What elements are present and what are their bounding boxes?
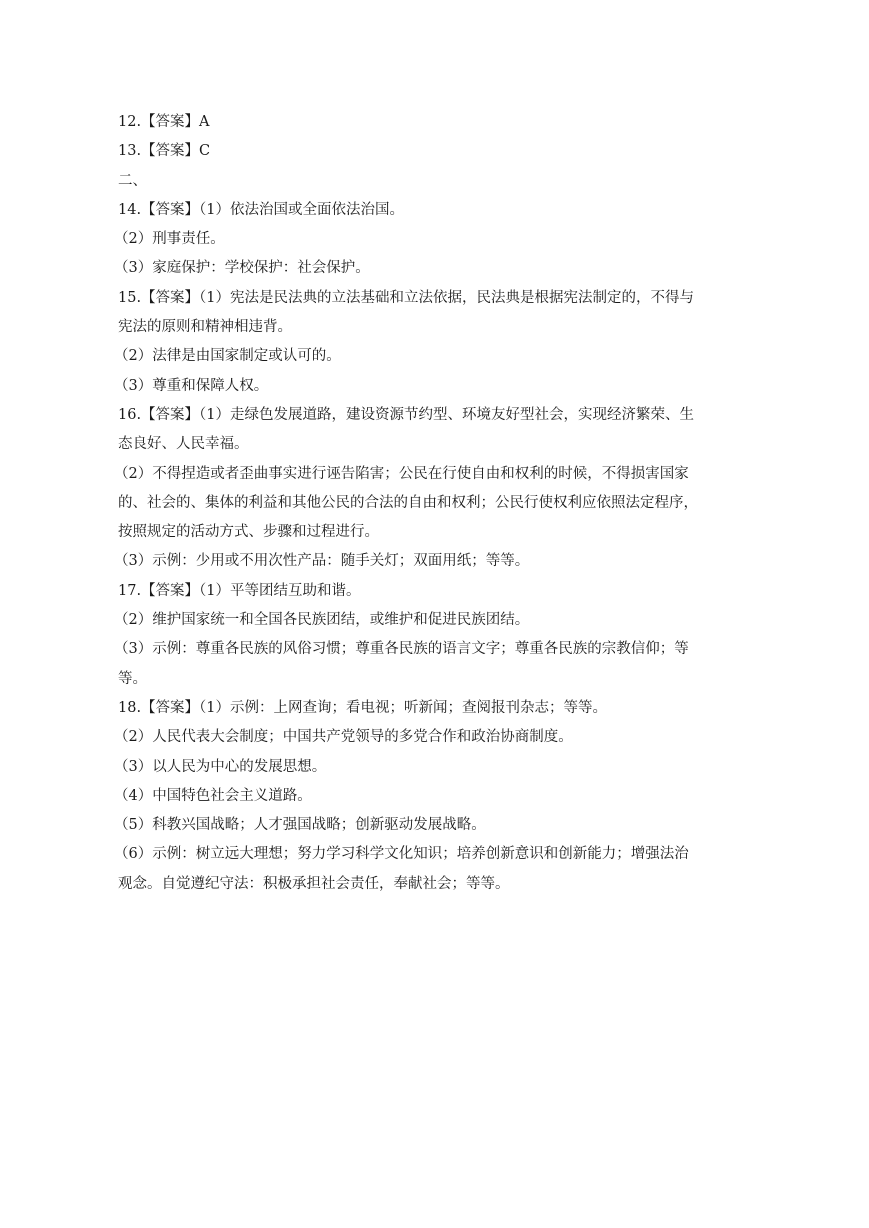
answer-17-part-3-line-2: 等。 <box>118 670 147 687</box>
answer-16-part-1-line-2: 态良好、人民幸福。 <box>118 436 249 453</box>
answer-16-part-1-line-1: 16.【答案】（1）走绿色发展道路，建设资源节约型、环境友好型社会，实现经济繁荣、生 <box>118 406 695 423</box>
answer-15-part-1-line-1: 15.【答案】（1）宪法是民法典的立法基础和立法依据，民法典是根据宪法制定的，不得与 <box>118 289 695 306</box>
answer-13: 13.【答案】C <box>118 143 211 160</box>
answer-18-part-6-line-2: 观念。自觉遵纪守法：积极承担社会责任，奉献社会；等等。 <box>118 875 510 892</box>
answer-15-part-3: （3）尊重和保障人权。 <box>114 377 269 394</box>
answer-15-part-1-line-2: 宪法的原则和精神相违背。 <box>118 319 292 336</box>
answer-12: 12.【答案】A <box>118 114 210 130</box>
answer-18-part-2: （2）人民代表大会制度；中国共产党领导的多党合作和政治协商制度。 <box>114 729 573 746</box>
answer-18-part-5: （5）科教兴国战略；人才强国战略；创新驱动发展战略。 <box>114 817 486 834</box>
answer-14-part-1: 14.【答案】（1）依法治国或全面依法治国。 <box>118 201 405 218</box>
answer-17-part-2: （2）维护国家统一和全国各民族团结，或维护和促进民族团结。 <box>114 612 530 629</box>
answer-18-part-6-line-1: （6）示例：树立远大理想；努力学习科学文化知识；培养创新意识和创新能力；增强法治 <box>114 846 689 863</box>
answer-key-text <box>114 108 750 899</box>
section-two-heading: 二、 <box>118 172 147 189</box>
answer-17-part-1: 17.【答案】（1）平等团结互助和谐。 <box>118 582 361 599</box>
answer-14-part-3: （3）家庭保护：学校保护：社会保护。 <box>114 260 370 277</box>
answer-17-part-3-line-1: （3）示例：尊重各民族的风俗习惯；尊重各民族的语言文字；尊重各民族的宗教信仰；等 <box>114 641 689 658</box>
answer-16-part-2-line-2: 的、社会的、集体的利益和其他公民的合法的自由和权利；公民行使权利应依照法定程序， <box>118 494 698 511</box>
answer-18-part-4: （4）中国特色社会主义道路。 <box>114 787 312 804</box>
answer-14-part-2: （2）刑事责任。 <box>114 231 225 248</box>
answer-16-part-2-line-1: （2）不得捏造或者歪曲事实进行诬告陷害；公民在行使自由和权利的时候，不得损害国家 <box>114 465 689 482</box>
answer-15-part-2: （2）法律是由国家制定或认可的。 <box>114 348 341 365</box>
answer-18-part-1: 18.【答案】（1）示例：上网查询；看电视；听新闻；查阅报刊杂志；等等。 <box>118 699 608 716</box>
answer-16-part-3: （3）示例：少用或不用次性产品：随手关灯；双面用纸；等等。 <box>114 553 530 570</box>
answer-16-part-2-line-3: 按照规定的活动方式、步骤和过程进行。 <box>118 524 379 541</box>
answer-18-part-3: （3）以人民为中心的发展思想。 <box>114 758 327 775</box>
